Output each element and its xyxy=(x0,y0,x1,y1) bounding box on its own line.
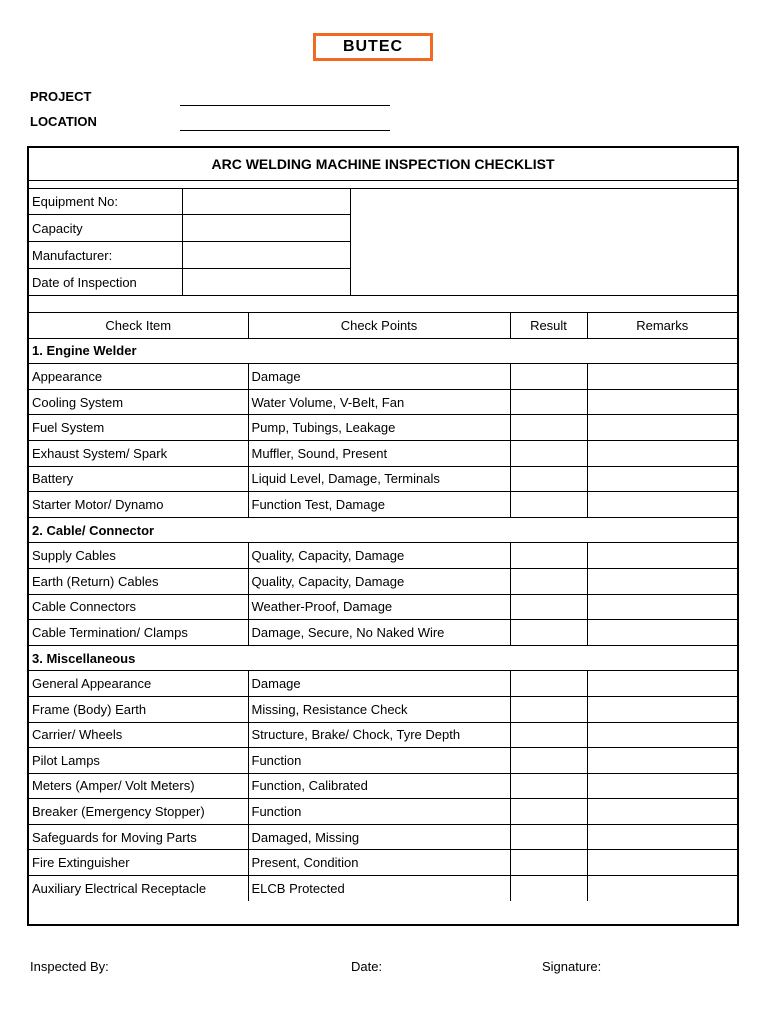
result-cell[interactable] xyxy=(510,850,587,876)
check-item-cell: Fuel System xyxy=(29,415,248,441)
remarks-cell[interactable] xyxy=(587,492,737,518)
table-row xyxy=(29,440,737,466)
remarks-cell[interactable] xyxy=(587,620,737,646)
remarks-cell[interactable] xyxy=(587,543,737,569)
location-field[interactable] xyxy=(180,130,390,131)
result-cell[interactable] xyxy=(510,594,587,620)
col-header-check-item: Check Item xyxy=(29,313,248,339)
result-cell[interactable] xyxy=(510,543,587,569)
project-label: PROJECT xyxy=(30,89,92,104)
equipment-field-label: Manufacturer: xyxy=(29,242,183,269)
equipment-field-value[interactable] xyxy=(183,269,351,296)
remarks-cell[interactable] xyxy=(587,364,737,390)
check-points-cell: Function Test, Damage xyxy=(248,492,510,518)
check-item-cell: Cooling System xyxy=(29,389,248,415)
remarks-cell[interactable] xyxy=(587,824,737,850)
check-item-cell: Frame (Body) Earth xyxy=(29,696,248,722)
section-row xyxy=(29,338,737,364)
result-cell[interactable] xyxy=(510,824,587,850)
table-header-row xyxy=(29,313,737,339)
check-item-cell: Cable Connectors xyxy=(29,594,248,620)
project-field[interactable] xyxy=(180,105,390,106)
check-points-cell: Damaged, Missing xyxy=(248,824,510,850)
location-label: LOCATION xyxy=(30,114,97,129)
signature-label: Signature: xyxy=(542,959,602,974)
table-row xyxy=(29,722,737,748)
remarks-cell[interactable] xyxy=(587,440,737,466)
check-item-cell: Meters (Amper/ Volt Meters) xyxy=(29,773,248,799)
equipment-divider xyxy=(29,295,737,296)
check-item-cell: Appearance xyxy=(29,364,248,390)
table-row xyxy=(29,415,737,441)
check-item-cell: Battery xyxy=(29,466,248,492)
remarks-cell[interactable] xyxy=(587,594,737,620)
result-cell[interactable] xyxy=(510,440,587,466)
result-cell[interactable] xyxy=(510,799,587,825)
table-row xyxy=(29,824,737,850)
table-row xyxy=(29,364,737,390)
check-item-cell: Cable Termination/ Clamps xyxy=(29,620,248,646)
inspection-table xyxy=(29,312,737,901)
check-item-cell: Auxiliary Electrical Receptacle xyxy=(29,876,248,902)
check-item-cell: Safeguards for Moving Parts xyxy=(29,824,248,850)
remarks-cell[interactable] xyxy=(587,568,737,594)
remarks-cell[interactable] xyxy=(587,876,737,902)
equipment-row xyxy=(29,215,351,242)
table-row xyxy=(29,466,737,492)
result-cell[interactable] xyxy=(510,748,587,774)
table-row xyxy=(29,389,737,415)
check-points-cell: Water Volume, V-Belt, Fan xyxy=(248,389,510,415)
check-points-cell: Pump, Tubings, Leakage xyxy=(248,415,510,441)
check-points-cell: Damage, Secure, No Naked Wire xyxy=(248,620,510,646)
section-row xyxy=(29,645,737,671)
equipment-row xyxy=(29,269,351,296)
check-points-cell: Function, Calibrated xyxy=(248,773,510,799)
table-row xyxy=(29,620,737,646)
check-points-cell: Structure, Brake/ Chock, Tyre Depth xyxy=(248,722,510,748)
remarks-cell[interactable] xyxy=(587,799,737,825)
check-points-cell: Weather-Proof, Damage xyxy=(248,594,510,620)
check-points-cell: Damage xyxy=(248,671,510,697)
result-cell[interactable] xyxy=(510,620,587,646)
result-cell[interactable] xyxy=(510,389,587,415)
equipment-row xyxy=(29,188,351,215)
section-row xyxy=(29,517,737,543)
checklist-title: ARC WELDING MACHINE INSPECTION CHECKLIST xyxy=(29,148,737,181)
result-cell[interactable] xyxy=(510,696,587,722)
table-row xyxy=(29,696,737,722)
equipment-field-value[interactable] xyxy=(183,188,351,215)
result-cell[interactable] xyxy=(510,415,587,441)
equipment-field-label: Date of Inspection xyxy=(29,269,183,296)
col-header-result: Result xyxy=(510,313,587,339)
col-header-remarks: Remarks xyxy=(587,313,737,339)
result-cell[interactable] xyxy=(510,466,587,492)
result-cell[interactable] xyxy=(510,492,587,518)
remarks-cell[interactable] xyxy=(587,466,737,492)
table-row xyxy=(29,876,737,902)
remarks-cell[interactable] xyxy=(587,696,737,722)
check-item-cell: General Appearance xyxy=(29,671,248,697)
remarks-cell[interactable] xyxy=(587,671,737,697)
table-row xyxy=(29,850,737,876)
equipment-field-label: Equipment No: xyxy=(29,188,183,215)
check-points-cell: Function xyxy=(248,748,510,774)
check-item-cell: Breaker (Emergency Stopper) xyxy=(29,799,248,825)
remarks-cell[interactable] xyxy=(587,773,737,799)
col-header-check-points: Check Points xyxy=(248,313,510,339)
section-title: 2. Cable/ Connector xyxy=(29,517,737,543)
result-cell[interactable] xyxy=(510,568,587,594)
check-item-cell: Exhaust System/ Spark xyxy=(29,440,248,466)
check-item-cell: Carrier/ Wheels xyxy=(29,722,248,748)
table-row xyxy=(29,799,737,825)
check-item-cell: Supply Cables xyxy=(29,543,248,569)
check-points-cell: ELCB Protected xyxy=(248,876,510,902)
equipment-field-value[interactable] xyxy=(183,215,351,242)
remarks-cell[interactable] xyxy=(587,722,737,748)
table-row xyxy=(29,568,737,594)
checklist-frame xyxy=(27,146,739,926)
check-points-cell: Quality, Capacity, Damage xyxy=(248,543,510,569)
table-row xyxy=(29,773,737,799)
result-cell[interactable] xyxy=(510,364,587,390)
check-points-cell: Quality, Capacity, Damage xyxy=(248,568,510,594)
equipment-row xyxy=(29,242,351,269)
check-points-cell: Function xyxy=(248,799,510,825)
table-row xyxy=(29,543,737,569)
remarks-cell[interactable] xyxy=(587,415,737,441)
check-points-cell: Present, Condition xyxy=(248,850,510,876)
table-row xyxy=(29,671,737,697)
table-row xyxy=(29,492,737,518)
result-cell[interactable] xyxy=(510,722,587,748)
section-title: 1. Engine Welder xyxy=(29,338,737,364)
equipment-field-value[interactable] xyxy=(183,242,351,269)
check-item-cell: Starter Motor/ Dynamo xyxy=(29,492,248,518)
butec-logo: BUTEC xyxy=(313,33,433,61)
section-title: 3. Miscellaneous xyxy=(29,645,737,671)
check-item-cell: Fire Extinguisher xyxy=(29,850,248,876)
date-label: Date: xyxy=(351,959,383,974)
check-points-cell: Liquid Level, Damage, Terminals xyxy=(248,466,510,492)
result-cell[interactable] xyxy=(510,876,587,902)
table-row xyxy=(29,594,737,620)
table-row xyxy=(29,748,737,774)
check-points-cell: Muffler, Sound, Present xyxy=(248,440,510,466)
remarks-cell[interactable] xyxy=(587,748,737,774)
inspected-by-label: Inspected By: xyxy=(30,959,109,974)
equipment-info-table xyxy=(29,188,351,296)
check-item-cell: Earth (Return) Cables xyxy=(29,568,248,594)
check-item-cell: Pilot Lamps xyxy=(29,748,248,774)
result-cell[interactable] xyxy=(510,773,587,799)
check-points-cell: Damage xyxy=(248,364,510,390)
equipment-field-label: Capacity xyxy=(29,215,183,242)
result-cell[interactable] xyxy=(510,671,587,697)
check-points-cell: Missing, Resistance Check xyxy=(248,696,510,722)
remarks-cell[interactable] xyxy=(587,850,737,876)
remarks-cell[interactable] xyxy=(587,389,737,415)
